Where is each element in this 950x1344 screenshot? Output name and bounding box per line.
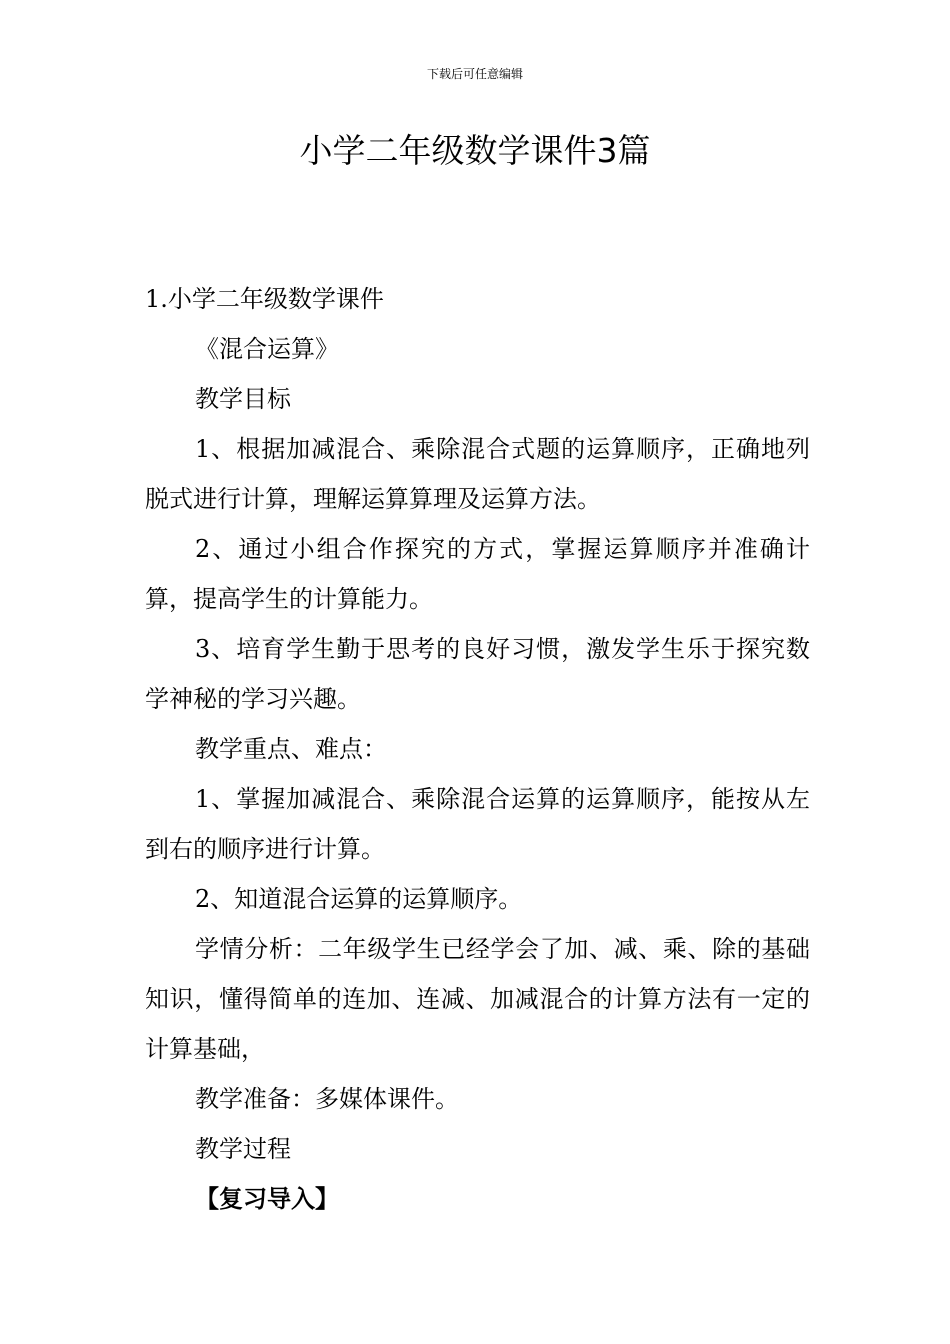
teaching-preparation: 教学准备：多媒体课件。: [195, 1085, 459, 1113]
key-points-heading: 教学重点、难点：: [195, 735, 387, 763]
document-body: [145, 274, 810, 1224]
review-intro-heading: 【复习导入】: [195, 1184, 339, 1213]
objective-1: 1、根据加减混合、乘除混合式题的运算顺序，正确地列脱式进行计算，理解运算算理及运算方法。: [145, 435, 810, 513]
teaching-process-heading: 教学过程: [195, 1135, 291, 1163]
objective-3: 3、培育学生勤于思考的良好习惯，激发学生乐于探究数学神秘的学习兴趣。: [145, 635, 810, 713]
section-heading: 1.小学二年级数学课件: [145, 285, 384, 313]
lesson-title: 《混合运算》: [195, 335, 339, 363]
objective-2: 2、通过小组合作探究的方式，掌握运算顺序并准确计算，提高学生的计算能力。: [145, 535, 810, 613]
learner-analysis: 学情分析：二年级学生已经学会了加、减、乘、除的基础知识，懂得简单的连加、连减、加减混合的计算方法有一定的计算基础，: [145, 935, 810, 1063]
key-point-1: 1、掌握加减混合、乘除混合运算的运算顺序，能按从左到右的顺序进行计算。: [145, 785, 810, 863]
document-title: 小学二年级数学课件3篇: [299, 131, 651, 170]
key-point-2: 2、知道混合运算的运算顺序。: [195, 885, 523, 913]
page-header-note: 下载后可任意编辑: [426, 67, 523, 81]
teaching-objectives-heading: 教学目标: [195, 385, 291, 413]
